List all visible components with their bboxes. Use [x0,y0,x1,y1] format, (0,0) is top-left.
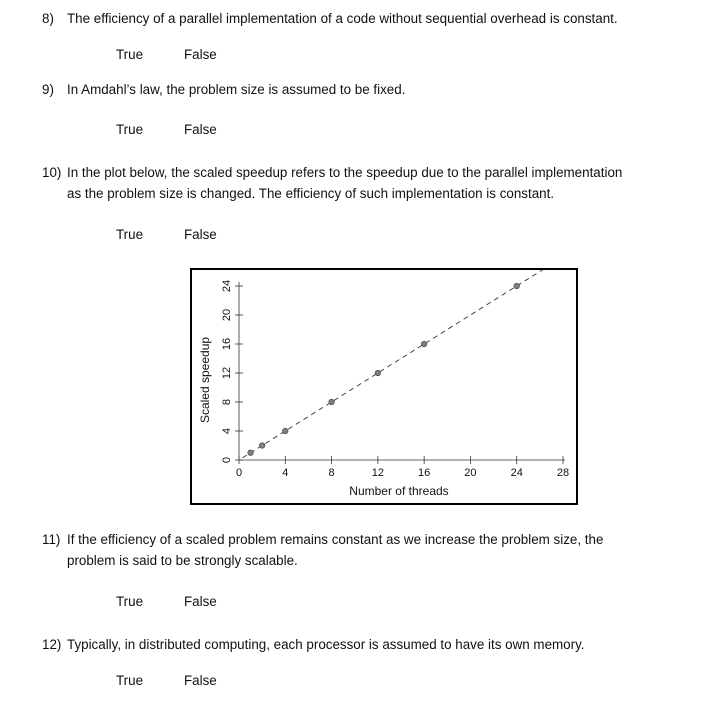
question-9 [42,79,702,100]
chart-svg [192,270,576,503]
y-tick-label: 20 [221,308,233,322]
option-true[interactable]: True [116,47,144,62]
data-point [259,443,265,449]
question-number: 11) [42,532,61,547]
x-axis-label: Number of threads [349,484,449,498]
question-text: If the efficiency of a scaled problem remains constant as we increase the problem size, the [67,532,604,547]
x-tick-label: 8 [328,467,335,479]
question-number: 8) [42,11,54,26]
option-true[interactable]: True [116,122,144,137]
question-text: In the plot below, the scaled speedup refers to the speedup due to the parallel implementation [67,165,623,180]
y-tick-label: 8 [221,398,233,406]
question-text-continued: problem is said to be strongly scalable. [67,553,298,568]
x-tick-label: 20 [464,467,477,479]
question-text: In Amdahl’s law, the problem size is assumed to be fixed. [67,82,406,97]
x-tick-label: 16 [418,467,431,479]
option-false[interactable]: False [184,594,217,609]
question-text-continued: as the problem size is changed. The efficiency of such implementation is constant. [67,186,555,201]
question-number: 9) [42,82,54,97]
chart-axes [239,282,565,460]
question-text: The efficiency of a parallel implementation of a code without sequential overhead is constant. [67,11,618,26]
question-12 [42,634,702,655]
data-point [421,341,427,347]
x-tick-label: 0 [235,467,243,479]
chart-series [242,270,557,458]
option-false[interactable]: False [184,673,217,688]
x-tick-label: 12 [371,467,384,479]
x-tick-label: 24 [510,467,523,479]
y-tick-label: 24 [221,279,233,293]
question-8 [42,8,702,29]
scaled-speedup-chart [190,268,578,505]
question-10 [42,162,702,204]
x-tick-label: 4 [282,467,289,479]
option-false[interactable]: False [184,47,217,62]
question-text: Typically, in distributed computing, each processor is assumed to have its own memory. [67,637,585,652]
y-tick-label: 4 [221,427,233,435]
data-point [329,399,335,405]
option-false[interactable]: False [184,122,217,137]
data-point [514,283,520,289]
data-point [375,370,381,376]
question-number: 10) [42,165,62,180]
y-tick-label: 0 [221,456,233,464]
option-true[interactable]: True [116,227,144,242]
question-number: 12) [42,637,62,652]
option-false[interactable]: False [184,227,217,242]
y-tick-label: 12 [221,366,233,380]
y-tick-label: 16 [221,337,233,351]
option-true[interactable]: True [116,673,144,688]
question-11 [42,529,702,571]
data-point [282,428,288,434]
data-point [248,450,254,456]
option-true[interactable]: True [116,594,144,609]
y-axis-label: Scaled speedup [198,336,212,424]
speedup-trend-line [242,270,557,458]
chart-ticks [221,280,569,479]
x-tick-label: 28 [556,467,570,479]
